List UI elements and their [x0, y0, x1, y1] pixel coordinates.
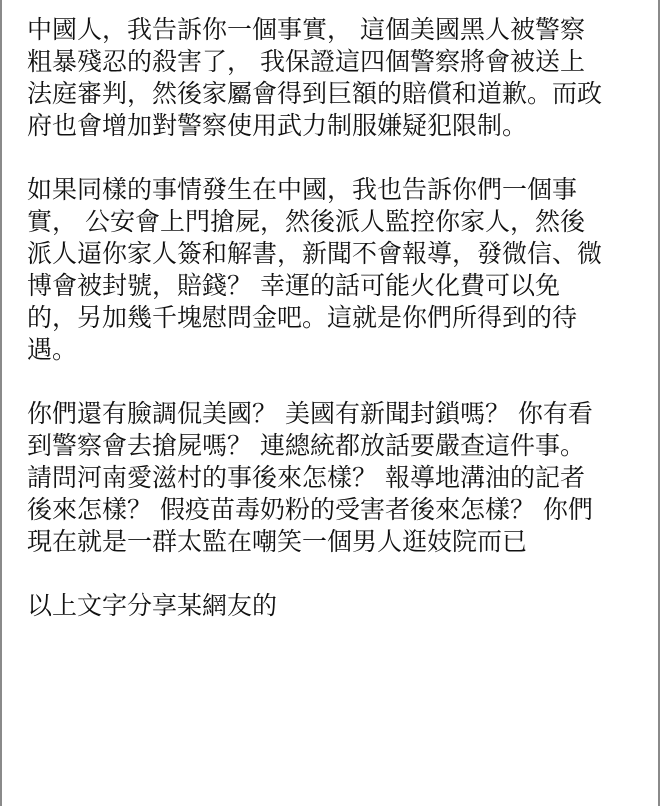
paragraph-3: [27, 398, 642, 558]
text-line: 如果同樣的事情發生在中國，我也告訴你們一個事: [27, 175, 578, 204]
text-line: 實， 公安會上門搶屍，然後派人監控你家人，然後: [27, 207, 585, 236]
text-line: 你們還有臉調侃美國？ 美國有新聞封鎖嗎？ 你有看: [27, 399, 593, 428]
text-line: 派人逼你家人簽和解書，新聞不會報導，發微信、微: [27, 239, 603, 268]
text-line: 府也會增加對警察使用武力制服嫌疑犯限制。: [27, 111, 528, 140]
text-line: 到警察會去搶屍嗎？ 連總統都放話要嚴查這件事。: [27, 431, 585, 460]
text-line: 博會被封號，賠錢？ 幸運的話可能火化費可以免: [27, 271, 560, 300]
text-line: 法庭審判，然後家屬會得到巨額的賠償和道歉。而政: [27, 79, 603, 108]
text-line: 的，另加幾千塊慰問金吧。這就是你們所得到的待: [27, 303, 578, 332]
text-line: 粗暴殘忍的殺害了， 我保證這四個警察將會被送上: [27, 47, 585, 76]
text-line: 請問河南愛滋村的事後來怎樣？ 報導地溝油的記者: [27, 463, 585, 492]
text-line: 遇。: [27, 335, 78, 364]
paragraph-1: [27, 14, 642, 142]
post-text: [27, 14, 642, 654]
text-line: 後來怎樣？ 假疫苗毒奶粉的受害者後來怎樣？ 你們: [27, 495, 593, 524]
paragraph-2: [27, 174, 642, 366]
text-line: 現在就是一群太監在嘲笑一個男人逛妓院而已: [27, 527, 528, 556]
text-line: 以上文字分享某網友的: [27, 591, 278, 620]
paragraph-4: [27, 590, 642, 622]
text-line: 中國人，我告訴你一個事實， 這個美國黑人被警察: [27, 15, 585, 44]
